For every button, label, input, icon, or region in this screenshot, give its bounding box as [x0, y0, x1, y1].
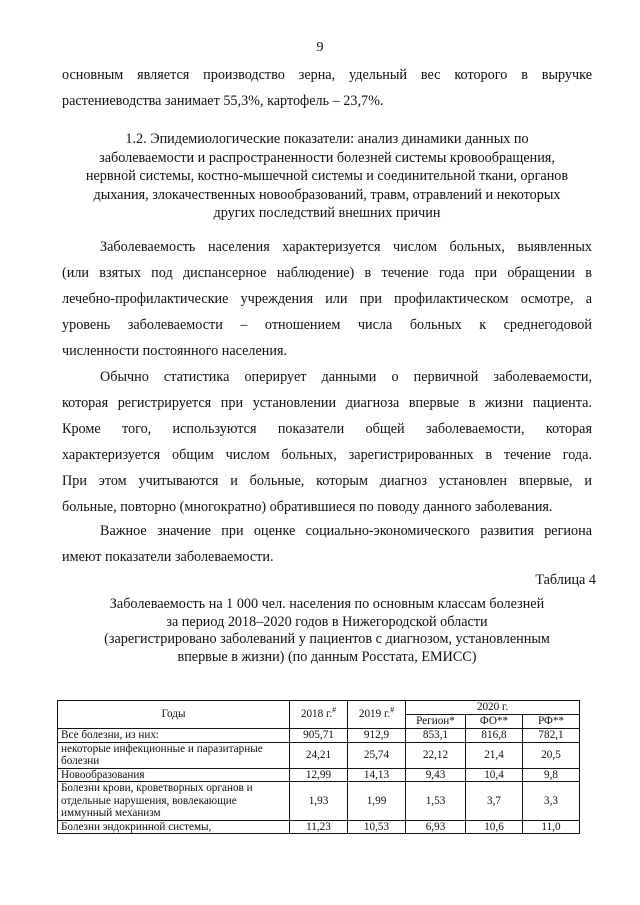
- header-region: Регион*: [406, 715, 466, 729]
- intro-paragraph: [62, 62, 592, 114]
- footnote-mark: #: [390, 705, 395, 715]
- caption-line: (зарегистрировано заболеваний у пациентов с диагнозом, установленным: [104, 631, 550, 647]
- header-2019-label: 2019 г.: [358, 708, 391, 721]
- text-line: которая регистрируется при установлении диагноза впервые в жизни пациента.: [62, 395, 592, 411]
- cell-region: 1,53: [406, 782, 466, 821]
- header-rf: РФ**: [523, 715, 580, 729]
- cell-rf: 782,1: [523, 729, 580, 743]
- heading-line: заболеваемости и распространенности болезней системы кровообращения,: [99, 149, 555, 166]
- cell-2018: 1,93: [290, 782, 348, 821]
- row-name: Новообразования: [58, 768, 290, 782]
- table-caption: [62, 596, 592, 666]
- cell-rf: 9,8: [523, 768, 580, 782]
- text-line: больные, повторно (многократно) обратившиеся по поводу данного заболевания.: [62, 499, 553, 515]
- text-line: численности постоянного населения.: [62, 343, 288, 359]
- table-row: [58, 729, 580, 743]
- header-2020: 2020 г.: [406, 701, 580, 715]
- morbidity-table: [57, 700, 580, 834]
- cell-fo: 816,8: [466, 729, 523, 743]
- text-line: Обычно статистика оперирует данными о первичной заболеваемости,: [100, 369, 592, 385]
- cell-2018: 24,21: [290, 742, 348, 768]
- cell-2019: 10,53: [348, 820, 406, 834]
- table-row: [58, 820, 580, 834]
- cell-region: 6,93: [406, 820, 466, 834]
- cell-region: 853,1: [406, 729, 466, 743]
- cell-fo: 3,7: [466, 782, 523, 821]
- heading-line: дыхания, злокачественных новообразований, травм, отравлений и некоторых: [93, 186, 561, 203]
- text-line: Кроме того, используются показатели общей заболеваемости, которая: [62, 421, 592, 437]
- text-line: основным является производство зерна, удельный вес которого в выручке: [62, 67, 592, 83]
- text-line: характеризуется общим числом больных, зарегистрированных в течение года.: [62, 447, 592, 463]
- cell-rf: 11,0: [523, 820, 580, 834]
- text-line: Важное значение при оценке социально-экономического развития региона: [100, 523, 592, 539]
- text-line: лечебно-профилактические учреждения или при профилактическом осмотре, а: [62, 291, 592, 307]
- heading-line: других последствий внешних причин: [213, 205, 441, 221]
- section-heading: [62, 130, 592, 223]
- row-name: Болезни крови, кроветворных органов и отдельные нарушения, вовлекающие иммунный механизм: [58, 782, 290, 821]
- cell-fo: 21,4: [466, 742, 523, 768]
- header-2018-label: 2018 г.: [300, 708, 333, 721]
- paragraph-statistics: [62, 364, 592, 520]
- footnote-mark: #: [332, 705, 337, 715]
- caption-line: Заболеваемость на 1 000 чел. населения по основным классам болезней: [109, 596, 545, 612]
- text-line: растениеводства занимает 55,3%, картофель – 23,7%.: [62, 93, 384, 109]
- cell-fo: 10,6: [466, 820, 523, 834]
- row-name: некоторые инфекционные и паразитарные болезни: [58, 742, 290, 768]
- cell-2018: 905,71: [290, 729, 348, 743]
- table-row: [58, 768, 580, 782]
- table-label: Таблица 4: [535, 572, 596, 588]
- page-number: 9: [316, 40, 324, 55]
- cell-fo: 10,4: [466, 768, 523, 782]
- table-row: [58, 742, 580, 768]
- cell-2018: 12,99: [290, 768, 348, 782]
- header-2018: [290, 701, 348, 729]
- cell-2019: 25,74: [348, 742, 406, 768]
- table-row: [58, 782, 580, 821]
- cell-2019: 912,9: [348, 729, 406, 743]
- cell-2018: 11,23: [290, 820, 348, 834]
- cell-rf: 3,3: [523, 782, 580, 821]
- caption-line: за период 2018–2020 годов в Нижегородской области: [166, 613, 488, 630]
- header-years: Годы: [58, 701, 290, 729]
- row-name: Все болезни, из них:: [58, 729, 290, 743]
- cell-2019: 14,13: [348, 768, 406, 782]
- cell-region: 22,12: [406, 742, 466, 768]
- cell-2019: 1,99: [348, 782, 406, 821]
- heading-line: нервной системы, костно-мышечной системы и соединительной ткани, органов: [85, 168, 569, 184]
- paragraph-morbidity-definition: [62, 234, 592, 364]
- text-line: Заболеваемость населения характеризуется числом больных, выявленных: [100, 239, 592, 255]
- text-line: (или взятых под диспансерное наблюдение) в течение года при обращении в: [62, 265, 592, 281]
- header-2019: [348, 701, 406, 729]
- text-line: При этом учитываются и больные, которым диагноз установлен впервые, и: [62, 473, 592, 489]
- row-name: Болезни эндокринной системы,: [58, 820, 290, 834]
- header-fo: ФО**: [466, 715, 523, 729]
- paragraph-importance: [62, 518, 592, 570]
- text-line: имеют показатели заболеваемости.: [62, 549, 274, 565]
- cell-rf: 20,5: [523, 742, 580, 768]
- heading-line: 1.2. Эпидемиологические показатели: анализ динамики данных по: [125, 131, 529, 147]
- text-line: уровень заболеваемости – отношением числа больных к среднегодовой: [62, 317, 592, 333]
- caption-line: впервые в жизни) (по данным Росстата, ЕМИСС): [177, 648, 477, 665]
- cell-region: 9,43: [406, 768, 466, 782]
- table-header-row: [58, 701, 580, 715]
